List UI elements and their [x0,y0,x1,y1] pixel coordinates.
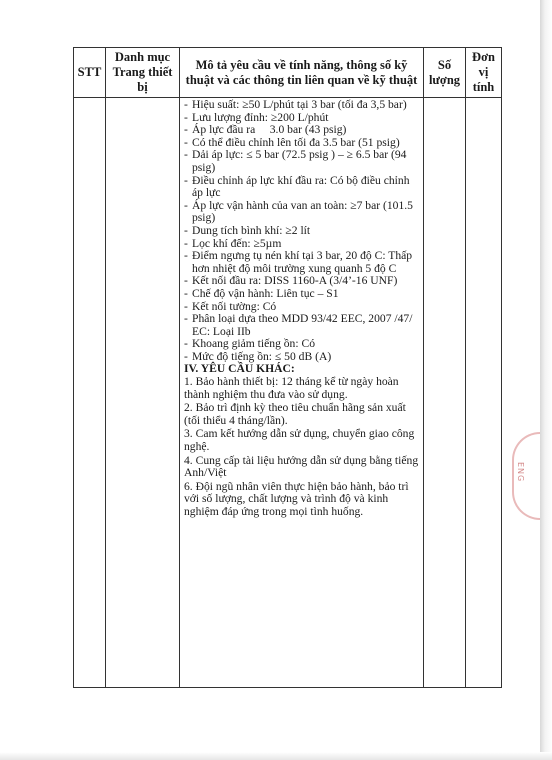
requirement-item: 3. Cam kết hướng dẫn sử dụng, chuyển giao công nghệ. [184,427,415,454]
list-item: - Dải áp lực: ≤ 5 bar (72.5 psig ) – ≥ 6.5 bar (94 psig) [184,149,419,174]
header-stt: STT [74,48,106,98]
cell-unit [466,98,502,688]
requirement-item: 4. Cung cấp tài liệu hướng dẫn sử dụng bằng tiếng Anh/Việt [184,453,419,480]
table-row [74,98,502,688]
list-item: - Điều chỉnh áp lực khí đầu ra: Có bộ điều chỉnh áp lực [184,175,419,200]
table-header-row [74,48,502,98]
list-item: - Khoang giảm tiếng ồn: Có [184,338,419,351]
list-item: - Áp lực đầu ra 3.0 bar (43 psig) [184,124,419,137]
list-item: - Lọc khí đến: ≥5µm [184,238,419,251]
list-item: - Dung tích bình khí: ≥2 lít [184,225,419,238]
cell-category [106,98,180,688]
stamp-text: ENG [516,462,525,483]
spec-list [184,99,419,363]
requirement-item: 2. Bảo trì định kỳ theo tiêu chuẩn hãng sản xuất (tối thiểu 4 tháng/lần). [184,401,406,427]
cell-quantity [424,98,466,688]
list-item: - Điểm ngưng tụ nén khí tại 3 bar, 20 độ C: Thấp hơn nhiệt độ môi trường xung quanh 5 độ C [184,250,419,275]
section-title: IV. YÊU CẦU KHÁC: [184,362,295,376]
list-item: - Chế độ vận hành: Liên tục – S1 [184,288,419,301]
page-edge-shadow [540,0,552,760]
list-item: - Phân loại dựa theo MDD 93/42 EEC, 2007 /47/ EC: Loại IIb [184,313,419,338]
header-unit: Đơn vị tính [466,48,502,98]
header-category: Danh mục Trang thiết bị [106,48,180,98]
requirement-item: 6. Đội ngũ nhân viên thực hiện bảo hành, bảo trì với số lượng, chất lượng và trình độ và kinh nghiệm đáp ứng trong mọi tình huống. [184,479,409,518]
list-item: - Kết nối đầu ra: DISS 1160-A (3/4’-16 UNF) [184,275,419,288]
specification-table [73,47,502,688]
list-item: - Lưu lượng đỉnh: ≥200 L/phút [184,112,419,125]
cell-stt [74,98,106,688]
header-description: Mô tả yêu cầu về tính năng, thông số kỹ thuật và các thông tin liên quan về kỹ thuật [180,48,424,98]
list-item: - Kết nối tường: Có [184,301,419,314]
page-bottom-shadow [0,752,552,760]
list-item: - Có thể điều chỉnh lên tối đa 3.5 bar (51 psig) [184,137,419,150]
list-item: - Áp lực vận hành của van an toàn: ≥7 bar (101.5 psig) [184,200,419,225]
list-item: - Mức độ tiếng ồn: ≤ 50 dB (A) [184,351,419,364]
header-quantity: Số lượng [424,48,466,98]
list-item: - Hiệu suất: ≥50 L/phút tại 3 bar (tối đa 3,5 bar) [184,99,419,112]
cell-description [180,98,424,688]
requirement-item: 1. Bảo hành thiết bị: 12 tháng kể từ ngày hoàn thành nghiệm thu đưa vào sử dụng. [184,375,399,401]
